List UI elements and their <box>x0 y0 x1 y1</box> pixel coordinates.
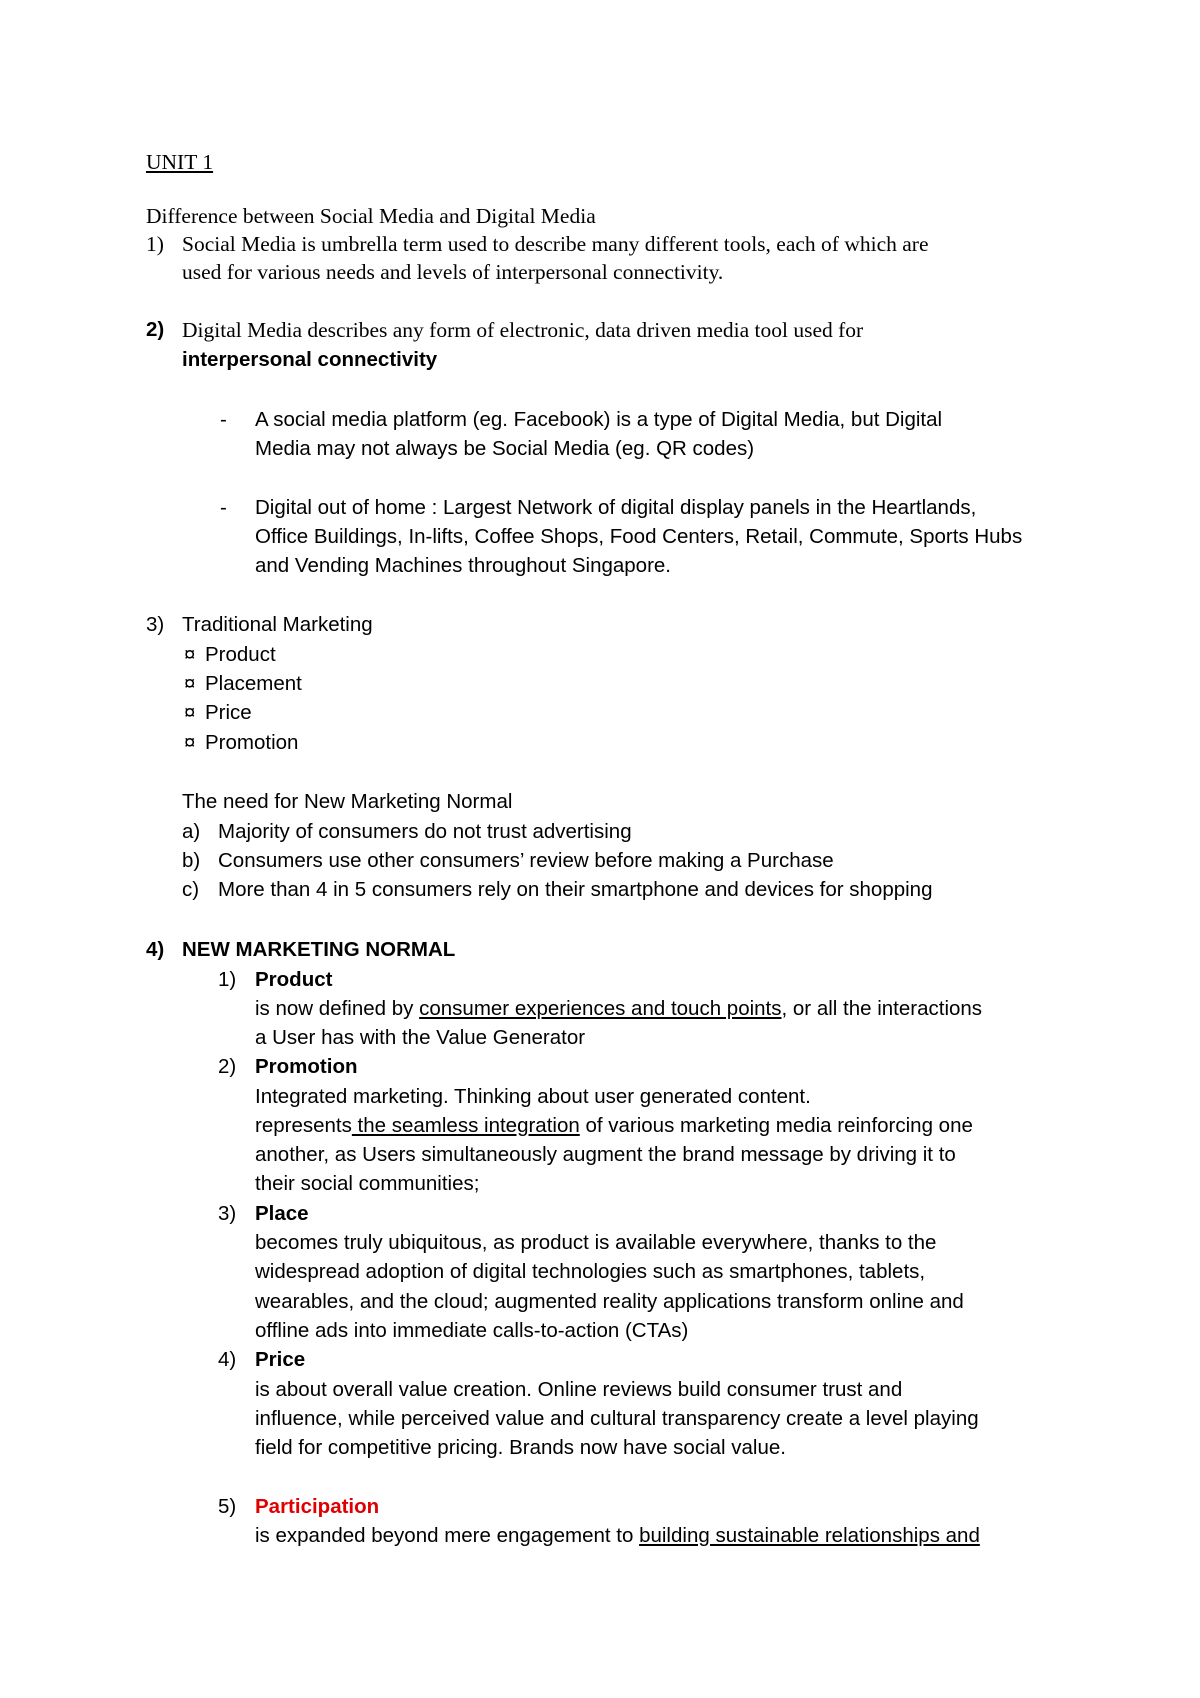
dash-marker-1: - <box>220 408 227 431</box>
bullet-icon: ¤ <box>184 731 196 754</box>
bullet-icon: ¤ <box>184 672 196 695</box>
need-item-a: Majority of consumers do not trust advertising <box>218 820 632 843</box>
section-heading: Difference between Social Media and Digital Media <box>146 204 596 228</box>
need-letter-b: b) <box>182 849 201 872</box>
sub-1-line-1: is now defined by consumer experiences and touch points, or all the interactions <box>255 997 983 1020</box>
sub-5-title: Participation <box>255 1495 380 1518</box>
bullet-icon: ¤ <box>184 643 196 666</box>
sub-2-title: Promotion <box>255 1055 358 1078</box>
sub-4-line-2: influence, while perceived value and cultural transparency create a level playing <box>255 1407 979 1430</box>
bullet-item-promotion: Promotion <box>205 731 299 754</box>
item-2-line-1: Digital Media describes any form of electronic, data driven media tool used for <box>182 318 864 342</box>
bullet-item-price: Price <box>205 701 252 724</box>
sub-2-line-3: another, as Users simultaneously augment the brand message by driving it to <box>255 1143 956 1166</box>
item-4-title: NEW MARKETING NORMAL <box>182 938 456 961</box>
sub-1-line-2: a User has with the Value Generator <box>255 1026 586 1049</box>
item-3-number: 3) <box>146 613 165 636</box>
sub-2-number: 2) <box>218 1055 237 1078</box>
sub-2-line-2: represents the seamless integration of various marketing media reinforcing one <box>255 1114 973 1137</box>
bullet-icon: ¤ <box>184 701 196 724</box>
dash-2-line-2: Office Buildings, In-lifts, Coffee Shops, Food Centers, Retail, Commute, Sports Hubs <box>255 525 1023 548</box>
sub-1-number: 1) <box>218 968 237 991</box>
sub-4-line-1: is about overall value creation. Online reviews build consumer trust and <box>255 1378 903 1401</box>
sub-2-line-1: Integrated marketing. Thinking about user generated content. <box>255 1085 811 1108</box>
sub-5-number: 5) <box>218 1495 237 1518</box>
unit-title: UNIT 1 <box>146 150 214 174</box>
need-letter-a: a) <box>182 820 201 843</box>
underlined-phrase: the seamless integration <box>351 1114 580 1137</box>
sub-5-line-1: is expanded beyond mere engagement to building sustainable relationships and <box>255 1524 980 1547</box>
sub-3-line-4: offline ads into immediate calls-to-action (CTAs) <box>255 1319 689 1342</box>
sub-3-line-1: becomes truly ubiquitous, as product is available everywhere, thanks to the <box>255 1231 937 1254</box>
sub-4-line-3: field for competitive pricing. Brands now have social value. <box>255 1436 786 1459</box>
underlined-phrase: consumer experiences and touch points <box>419 997 782 1020</box>
item-1-number: 1) <box>146 232 164 256</box>
dash-1-line-2: Media may not always be Social Media (eg. QR codes) <box>255 437 755 460</box>
bullet-item-placement: Placement <box>205 672 302 695</box>
sub-4-title: Price <box>255 1348 306 1371</box>
dash-2-line-1: Digital out of home : Largest Network of digital display panels in the Heartlands, <box>255 496 977 519</box>
item-3-title: Traditional Marketing <box>182 613 373 636</box>
sub-1-title: Product <box>255 968 333 991</box>
bullet-item-product: Product <box>205 643 276 666</box>
sub-3-number: 3) <box>218 1202 237 1225</box>
dash-2-line-3: and Vending Machines throughout Singapore. <box>255 554 672 577</box>
sub-3-title: Place <box>255 1202 309 1225</box>
need-item-b: Consumers use other consumers’ review before making a Purchase <box>218 849 834 872</box>
underlined-phrase: building sustainable relationships and <box>639 1524 980 1547</box>
dash-1-line-1: A social media platform (eg. Facebook) is a type of Digital Media, but Digital <box>255 408 943 431</box>
dash-marker-2: - <box>220 496 227 519</box>
sub-3-line-2: widespread adoption of digital technologies such as smartphones, tablets, <box>255 1260 926 1283</box>
need-letter-c: c) <box>182 878 200 901</box>
item-1-line-1: Social Media is umbrella term used to describe many different tools, each of which are <box>182 232 929 256</box>
need-item-c: More than 4 in 5 consumers rely on their smartphone and devices for shopping <box>218 878 933 901</box>
sub-2-line-4: their social communities; <box>255 1172 480 1195</box>
item-4-number: 4) <box>146 938 165 961</box>
sub-3-line-3: wearables, and the cloud; augmented reality applications transform online and <box>255 1290 964 1313</box>
item-2-number: 2) <box>146 318 165 341</box>
need-title: The need for New Marketing Normal <box>182 790 513 813</box>
item-2-line-2: interpersonal connectivity <box>182 348 438 371</box>
item-1-line-2: used for various needs and levels of interpersonal connectivity. <box>182 260 724 284</box>
sub-4-number: 4) <box>218 1348 237 1371</box>
